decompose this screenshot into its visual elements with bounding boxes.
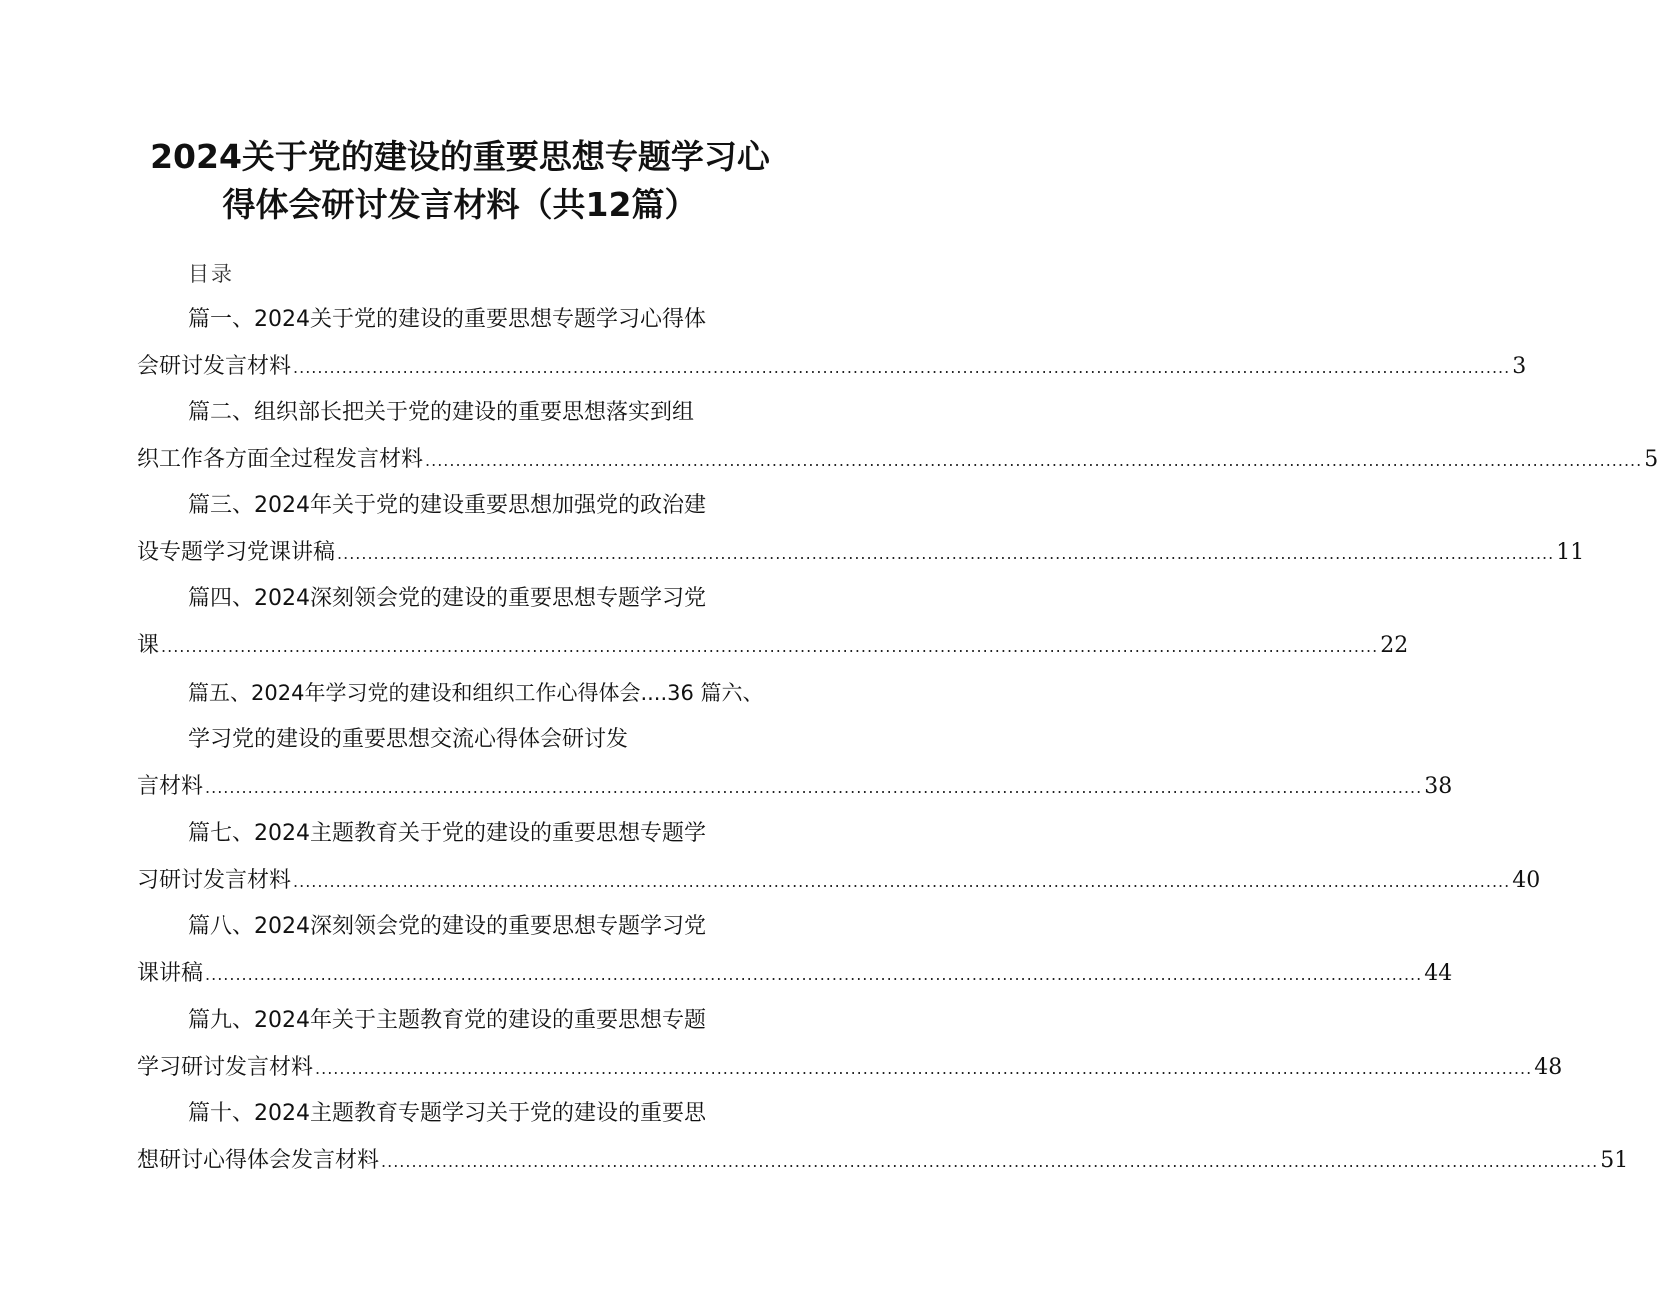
toc-heading: 目录 [188, 262, 234, 286]
leader-dots: ........................................................................................................................................................................................................ [293, 358, 1511, 377]
leader-dots: ........................................................................................................................................................................................................ [425, 451, 1643, 470]
toc-entry-4-page: 22 [1380, 633, 1409, 658]
toc-entry-8-page: 44 [1424, 961, 1453, 986]
toc-entry-9-page: 48 [1534, 1055, 1563, 1080]
toc-entry-9-line-2 [137, 1053, 1563, 1084]
toc-entry-1-text: 会研讨发言材料 [137, 354, 292, 379]
toc-entry-3-line-1: 篇三、2024年关于党的建设重要思想加强党的政治建 [188, 493, 706, 518]
toc-entry-10-line-1: 篇十、2024主题教育专题学习关于党的建设的重要思 [188, 1101, 706, 1126]
toc-entry-9-line-1: 篇九、2024年关于主题教育党的建设的重要思想专题 [188, 1008, 706, 1033]
toc-entry-1-line-2 [137, 352, 1527, 383]
toc-entry-3-line-2 [137, 538, 1585, 569]
document-title-line-2: 得体会研讨发言材料（共12篇） [222, 185, 698, 224]
toc-entry-4-line-2 [137, 631, 1409, 662]
toc-entry-6-line-1: 学习党的建设的重要思想交流心得体会研讨发 [188, 727, 629, 752]
leader-dots: ........................................................................................................................................................................................................ [293, 872, 1511, 891]
toc-entry-6-text: 言材料 [137, 774, 204, 799]
toc-entry-10-line-2 [137, 1146, 1629, 1177]
toc-entry-2-page: 5 [1644, 447, 1658, 472]
toc-entry-2-line-1: 篇二、组织部长把关于党的建设的重要思想落实到组 [188, 400, 695, 425]
toc-entry-4-line-1: 篇四、2024深刻领会党的建设的重要思想专题学习党 [188, 586, 706, 611]
toc-entry-7-line-2 [137, 866, 1541, 897]
leader-dots: ........................................................................................................................................................................................................ [161, 637, 1379, 656]
toc-entry-8-text: 课讲稿 [137, 961, 204, 986]
leader-dots: ........................................................................................................................................................................................................ [315, 1059, 1533, 1078]
toc-entry-8-line-1: 篇八、2024深刻领会党的建设的重要思想专题学习党 [188, 914, 706, 939]
toc-entry-4-text: 课 [137, 633, 160, 658]
toc-entry-3-text: 设专题学习党课讲稿 [137, 540, 336, 565]
toc-entry-1-page: 3 [1512, 354, 1527, 379]
leader-dots: ........................................................................................................................................................................................................ [205, 965, 1423, 984]
toc-entry-2-line-2 [137, 445, 1658, 476]
leader-dots: ........................................................................................................................................................................................................ [337, 544, 1555, 563]
toc-entry-8-line-2 [137, 959, 1453, 990]
toc-entry-2-text: 织工作各方面全过程发言材料 [137, 447, 424, 472]
leader-dots: ........................................................................................................................................................................................................ [205, 778, 1423, 797]
document-title-line-1: 2024关于党的建设的重要思想专题学习心 [150, 137, 770, 176]
toc-entry-1-line-1: 篇一、2024关于党的建设的重要思想专题学习心得体 [188, 307, 706, 332]
toc-entry-5-line-1: 篇五、2024年学习党的建设和组织工作心得体会....36 篇六、 [188, 681, 764, 705]
leader-dots: ........................................................................................................................................................................................................ [381, 1152, 1599, 1171]
toc-entry-10-text: 想研讨心得体会发言材料 [137, 1148, 380, 1173]
toc-entry-6-line-2 [137, 772, 1453, 803]
toc-entry-7-page: 40 [1512, 868, 1541, 893]
toc-entry-7-line-1: 篇七、2024主题教育关于党的建设的重要思想专题学 [188, 821, 706, 846]
toc-entry-7-text: 习研讨发言材料 [137, 868, 292, 893]
toc-entry-10-page: 51 [1600, 1148, 1629, 1173]
toc-entry-3-page: 11 [1556, 540, 1585, 565]
toc-entry-6-page: 38 [1424, 774, 1453, 799]
toc-entry-9-text: 学习研讨发言材料 [137, 1055, 314, 1080]
